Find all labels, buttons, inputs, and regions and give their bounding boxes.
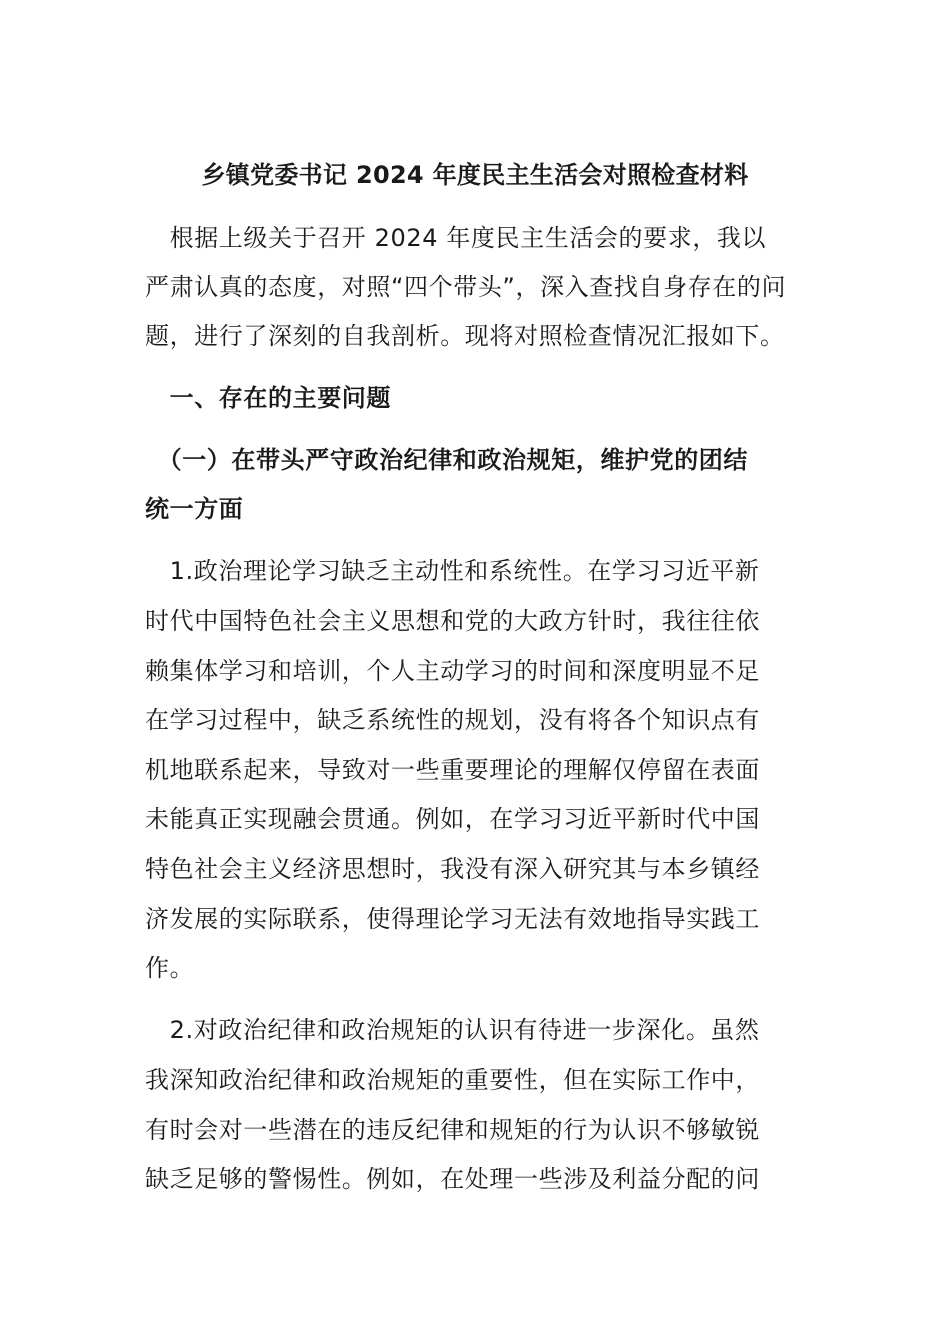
paragraph-line: 有时会对一些潜在的违反纪律和规矩的行为认识不够敏锐: [145, 1116, 760, 1144]
document-title: 乡镇党委书记 2024 年度民主生活会对照检查材料: [201, 161, 749, 189]
paragraph-line: 赖集体学习和培训，个人主动学习的时间和深度明显不足: [145, 657, 760, 685]
section-heading: 一、存在的主要问题: [145, 384, 391, 412]
paragraph-line: 特色社会主义经济思想时，我没有深入研究其与本乡镇经: [145, 855, 760, 883]
paragraph-line: 缺乏足够的警惕性。例如，在处理一些涉及利益分配的问: [145, 1165, 760, 1193]
paragraph-line: 严肃认真的态度，对照“四个带头”，深入查找自身存在的问: [145, 273, 787, 301]
paragraph-line: 未能真正实现融会贯通。例如，在学习习近平新时代中国: [145, 805, 760, 833]
paragraph-line: 1.政治理论学习缺乏主动性和系统性。在学习习近平新: [145, 557, 760, 585]
paragraph-line: 济发展的实际联系，使得理论学习无法有效地指导实践工: [145, 905, 760, 933]
paragraph-line: 我深知政治纪律和政治规矩的重要性，但在实际工作中，: [145, 1066, 760, 1094]
paragraph-line: 机地联系起来，导致对一些重要理论的理解仅停留在表面: [145, 756, 760, 784]
paragraph-line: 时代中国特色社会主义思想和党的大政方针时，我往往依: [145, 607, 760, 635]
paragraph-line: 题，进行了深刻的自我剖析。现将对照检查情况汇报如下。: [145, 322, 785, 350]
paragraph-line: 在学习过程中，缺乏系统性的规划，没有将各个知识点有: [145, 706, 760, 734]
subsection-heading: （一）在带头严守政治纪律和政治规矩，维护党的团结: [145, 446, 748, 474]
paragraph-line: 根据上级关于召开 2024 年度民主生活会的要求，我以: [145, 224, 767, 252]
paragraph-line: 作。: [145, 954, 195, 982]
subsection-heading: 统一方面: [145, 495, 244, 523]
paragraph-line: 2.对政治纪律和政治规矩的认识有待进一步深化。虽然: [145, 1016, 760, 1044]
